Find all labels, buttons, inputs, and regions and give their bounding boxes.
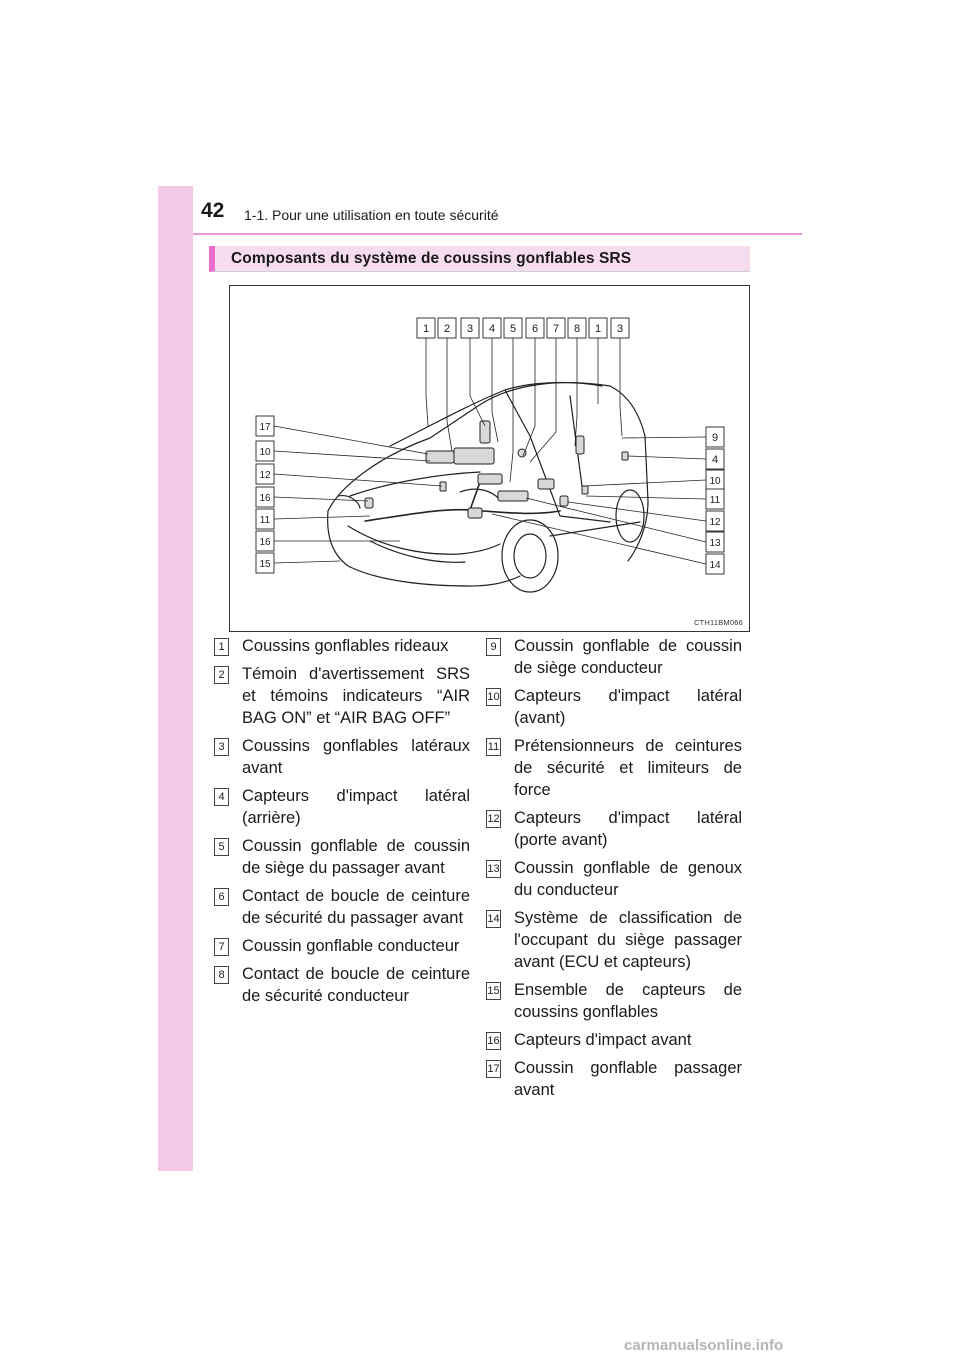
callout-leader-line xyxy=(492,338,498,442)
legend-left-column xyxy=(214,635,470,1013)
callout-marker xyxy=(706,427,724,447)
legend-right-column xyxy=(486,635,742,1107)
legend-item xyxy=(486,1029,742,1051)
callout-marker xyxy=(526,318,544,338)
legend-item xyxy=(486,1057,742,1101)
legend-item xyxy=(486,685,742,729)
callout-number: 16 xyxy=(259,537,271,548)
callout-number: 12 xyxy=(709,517,721,528)
legend-number-marker: 9 xyxy=(486,638,501,656)
callout-leader-line xyxy=(274,516,370,519)
callout-number: 3 xyxy=(466,323,474,335)
legend-text: Coussins gonflables rideaux xyxy=(242,637,449,655)
callout-number: 4 xyxy=(488,323,496,335)
section-title: 1-1. Pour une utilisation en toute sécurité xyxy=(244,207,499,223)
legend-item xyxy=(214,835,470,879)
callout-number: 4 xyxy=(711,454,719,466)
callout-leader-line xyxy=(628,456,706,459)
callout-markers xyxy=(256,318,724,574)
legend-text: Capteurs d'impact latéral (porte avant) xyxy=(514,809,742,849)
callout-leader-line xyxy=(274,474,442,486)
callout-leader-line xyxy=(575,338,577,446)
callout-marker xyxy=(256,416,274,436)
legend-item xyxy=(214,885,470,929)
legend-text: Contact de boucle de ceinture de sécurité du passager avant xyxy=(242,887,470,927)
callout-marker xyxy=(706,470,724,490)
callout-marker xyxy=(611,318,629,338)
callout-number: 13 xyxy=(709,538,721,549)
page-number: 42 xyxy=(201,199,225,222)
legend-text: Témoin d'avertissement SRS et témoins indicateurs “AIR BAG ON” et “AIR BAG OFF” xyxy=(242,665,470,727)
callout-leader-line xyxy=(274,451,430,461)
callout-marker xyxy=(256,487,274,507)
legend-number-marker: 13 xyxy=(486,860,501,878)
legend-number-marker: 8 xyxy=(214,966,229,984)
legend-item xyxy=(214,735,470,779)
legend-text: Coussin gonflable de coussin de siège du passager avant xyxy=(242,837,470,877)
legend-item xyxy=(486,857,742,901)
callout-marker xyxy=(547,318,565,338)
callout-leader-line xyxy=(447,338,452,451)
callout-marker xyxy=(256,464,274,484)
legend-number-marker: 3 xyxy=(214,738,229,756)
callout-number: 9 xyxy=(711,432,719,444)
callout-leader-line xyxy=(586,496,706,499)
legend-text: Prétensionneurs de ceintures de sécurité et limiteurs de force xyxy=(514,737,742,799)
side-tab-strip xyxy=(158,186,193,1171)
callout-marker xyxy=(589,318,607,338)
callout-marker xyxy=(483,318,501,338)
legend-item xyxy=(214,663,470,729)
callout-marker xyxy=(706,532,724,552)
callout-marker xyxy=(438,318,456,338)
callout-marker xyxy=(461,318,479,338)
legend-number-marker: 7 xyxy=(214,938,229,956)
legend-text: Coussin gonflable de genoux du conducteur xyxy=(514,859,742,899)
heading-text: Composants du système de coussins gonflables SRS xyxy=(231,250,632,267)
callout-marker xyxy=(706,449,724,469)
callout-leader-line xyxy=(584,480,706,486)
car-outline xyxy=(328,383,648,592)
callout-marker xyxy=(706,511,724,531)
callout-marker xyxy=(568,318,586,338)
legend-text: Capteurs d'impact avant xyxy=(514,1031,692,1049)
callout-marker xyxy=(256,531,274,551)
legend-number-marker: 5 xyxy=(214,838,229,856)
callout-leader-line xyxy=(620,338,622,436)
car-illustration xyxy=(230,286,749,631)
legend-item xyxy=(486,979,742,1023)
legend-item xyxy=(486,735,742,801)
callout-number: 14 xyxy=(709,560,721,571)
callout-marker xyxy=(417,318,435,338)
callout-leader-line xyxy=(426,338,428,426)
legend-number-marker: 10 xyxy=(486,688,501,706)
legend-text: Coussin gonflable passager avant xyxy=(514,1059,742,1099)
legend-number-marker: 2 xyxy=(214,666,229,684)
legend-text: Coussin gonflable conducteur xyxy=(242,937,460,955)
legend-item xyxy=(486,635,742,679)
legend-item xyxy=(214,785,470,829)
legend-number-marker: 16 xyxy=(486,1032,501,1050)
callout-number: 7 xyxy=(552,323,560,335)
callout-leader-line xyxy=(568,502,706,521)
callout-number: 16 xyxy=(259,493,271,504)
callout-number: 6 xyxy=(531,323,539,335)
heading-bar xyxy=(209,246,750,272)
callout-leader-line xyxy=(274,426,428,454)
callout-marker xyxy=(706,554,724,574)
legend-text: Ensemble de capteurs de coussins gonflables xyxy=(514,981,742,1021)
legend-text: Capteurs d'impact latéral (avant) xyxy=(514,687,742,727)
callout-number: 10 xyxy=(259,447,271,458)
callout-leader-line xyxy=(274,561,340,563)
legend-item xyxy=(486,807,742,851)
legend-number-marker: 15 xyxy=(486,982,501,1000)
legend-number-marker: 12 xyxy=(486,810,501,828)
legend-item xyxy=(214,935,470,957)
legend-text: Coussin gonflable de coussin de siège conducteur xyxy=(514,637,742,677)
callout-number: 15 xyxy=(259,559,271,570)
legend-item xyxy=(486,907,742,973)
legend-text: Capteurs d'impact latéral (arrière) xyxy=(242,787,470,827)
callout-number: 11 xyxy=(709,495,721,506)
callout-leader-line xyxy=(492,514,706,564)
callout-number: 11 xyxy=(259,515,271,526)
callout-number: 2 xyxy=(443,323,451,335)
legend-text: Coussins gonflables latéraux avant xyxy=(242,737,470,777)
header-rule xyxy=(193,233,802,235)
figure-code: CTH11BM066 xyxy=(694,618,743,627)
callout-number: 10 xyxy=(709,476,721,487)
legend-number-marker: 1 xyxy=(214,638,229,656)
callout-number: 12 xyxy=(259,470,271,481)
callout-leader-line xyxy=(530,338,556,462)
callout-marker xyxy=(256,553,274,573)
callout-marker xyxy=(504,318,522,338)
legend-text: Contact de boucle de ceinture de sécurité conducteur xyxy=(242,965,470,1005)
legend-number-marker: 14 xyxy=(486,910,501,928)
callout-number: 17 xyxy=(259,422,271,433)
callout-number: 1 xyxy=(422,323,430,335)
callout-number: 5 xyxy=(509,323,517,335)
airbag-diagram xyxy=(229,285,750,632)
callout-leader-line xyxy=(523,338,535,456)
legend-number-marker: 11 xyxy=(486,738,501,756)
callout-marker xyxy=(256,509,274,529)
legend-item xyxy=(214,635,470,657)
legend-number-marker: 4 xyxy=(214,788,229,806)
callout-leader-line xyxy=(470,338,485,426)
callout-marker xyxy=(256,441,274,461)
legend-number-marker: 6 xyxy=(214,888,229,906)
callout-number: 3 xyxy=(616,323,624,335)
callout-number: 1 xyxy=(594,323,602,335)
callout-leader-line xyxy=(622,437,706,438)
legend-text: Système de classification de l'occupant du siège passager avant (ECU et capteurs) xyxy=(514,909,742,971)
callout-number: 8 xyxy=(573,323,581,335)
legend-number-marker: 17 xyxy=(486,1060,501,1078)
watermark: carmanualsonline.info xyxy=(624,1337,784,1354)
callout-marker xyxy=(706,489,724,509)
callout-leader-line xyxy=(510,338,513,482)
legend-item xyxy=(214,963,470,1007)
